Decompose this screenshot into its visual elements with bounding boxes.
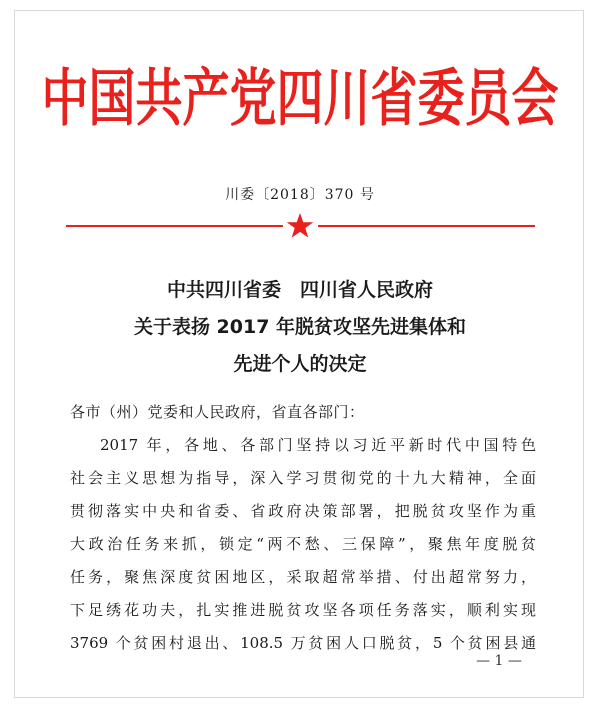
star-icon <box>286 213 314 239</box>
body-line: 3769 个贫困村退出、108.5 万贫困人口脱贫，5 个贫困县通 <box>70 634 536 652</box>
title-line-3: 先进个人的决定 <box>233 353 367 375</box>
title-line-2: 关于表扬 2017 年脱贫攻坚先进集体和 <box>133 316 467 338</box>
body-line: 社会主义思想为指导，深入学习贯彻党的十九大精神，全面 <box>70 469 536 487</box>
body-line: 贯彻落实中央和省委、省政府决策部署，把脱贫攻坚作为重 <box>70 502 536 520</box>
body-line: 任务，聚焦深度贫困地区，采取超常举措、付出超常努力， <box>70 568 536 586</box>
salutation: 各市（州）党委和人民政府，省直各部门： <box>70 403 365 421</box>
page-number: — 1 — <box>476 653 522 669</box>
body-line: 大政治任务来抓，锁定“两不愁、三保障”，聚焦年度脱贫 <box>70 535 536 553</box>
body-line: 下足绣花功夫，扎实推进脱贫攻坚各项任务落实，顺利实现 <box>70 601 536 619</box>
red-divider-left <box>66 225 283 227</box>
document-number: 川委〔2018〕370 号 <box>225 187 375 203</box>
title-line-1: 中共四川省委 四川省人民政府 <box>166 279 433 301</box>
body-line: 2017 年，各地、各部门坚持以习近平新时代中国特色 <box>100 436 536 454</box>
red-divider-right <box>318 225 535 227</box>
issuer-header: 中国共产党四川省委员会 <box>41 62 559 136</box>
star-shape <box>287 213 314 238</box>
